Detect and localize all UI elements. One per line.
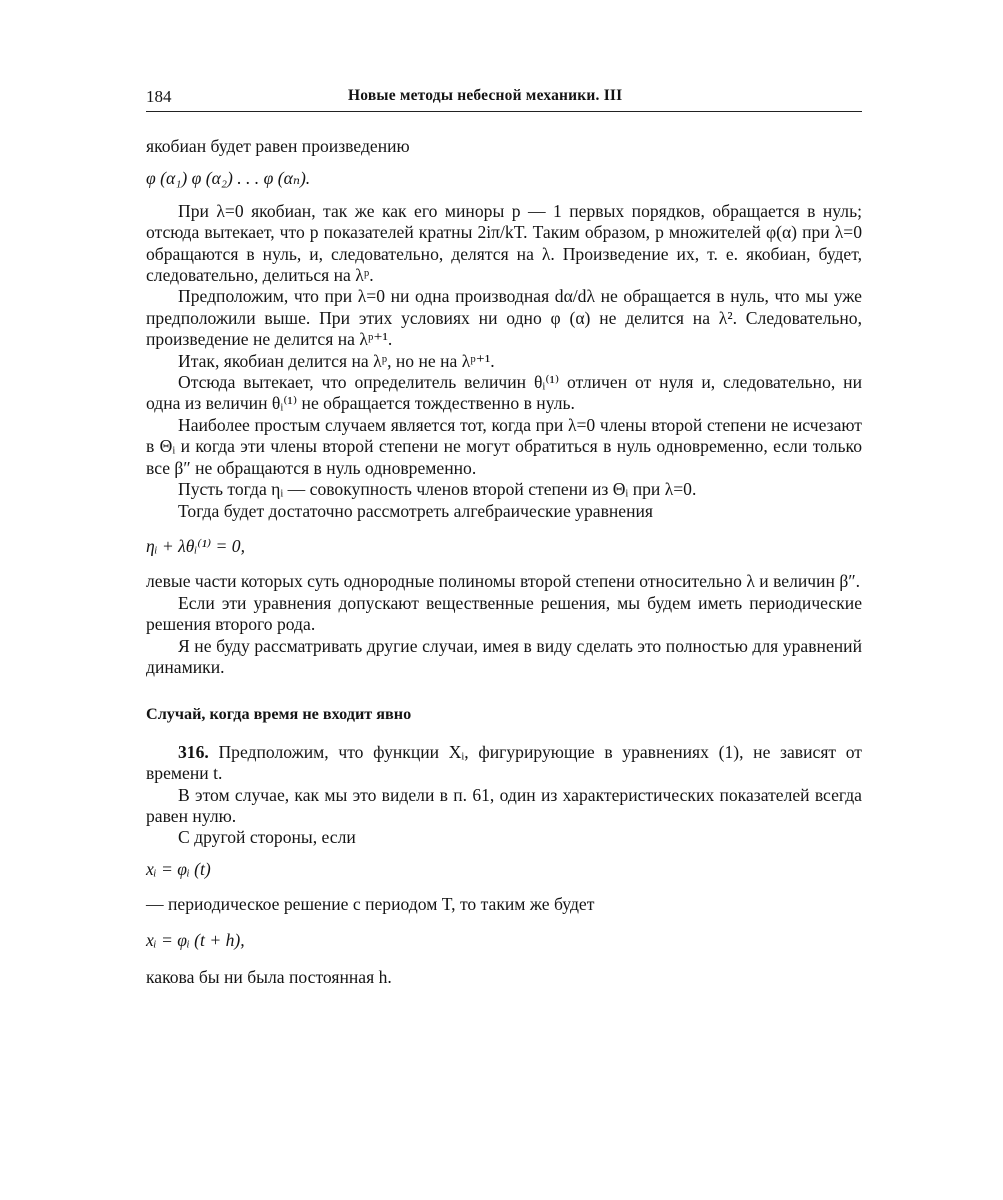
formula-solution: xᵢ = φᵢ (t) xyxy=(146,858,211,879)
section-number: 316. xyxy=(178,741,209,762)
paragraph: Отсюда вытекает, что определитель величин θᵢ⁽¹⁾ отличен от нуля и, следовательно, ни одна из величин θᵢ⁽¹⁾ не обращается тождественно в нуль. xyxy=(146,372,862,414)
paragraph: Я не буду рассматривать другие случаи, имея в виду сделать это полностью для уравнений динамики. xyxy=(146,635,862,677)
paragraph: какова бы ни была постоянная h. xyxy=(146,967,392,987)
paragraph-text: Предположим, что функции Xᵢ, фигурирующие в уравнениях (1), не зависят от времени t. xyxy=(146,741,862,784)
paragraph: Если эти уравнения допускают вещественные решения, мы будем иметь периодические решения второго рода. xyxy=(146,592,862,635)
header-rule xyxy=(146,111,862,112)
formula-equation: ηᵢ + λθᵢ⁽¹⁾ = 0, xyxy=(146,535,246,556)
page-number: 184 xyxy=(146,87,172,106)
paragraph: Итак, якобиан делится на λᵖ, но не на λᵖ⁺¹. xyxy=(178,350,495,371)
paragraph: — периодическое решение с периодом T, то таким же будет xyxy=(146,894,595,915)
running-title: Новые методы небесной механики. III xyxy=(348,87,623,104)
paragraph: Тогда будет достаточно рассмотреть алгебраические уравнения xyxy=(178,500,654,521)
paragraph: При λ=0 якобиан, так же как его миноры p — 1 первых порядков, обращается в нуль; отсюда вытекает, что p показателей кратны 2iπ/kT. Таким образом, p множителей φ(α) при λ=0 обращаются в нуль, и, следовательно, делятся на λ. Произведение их, т. е. якобиан, будет, следовательно, делиться на λᵖ. xyxy=(146,200,862,286)
paragraph: левые части которых суть однородные полиномы второй степени относительно λ и величин β″. xyxy=(146,571,861,592)
paragraph: Пусть тогда ηᵢ — совокупность членов второй степени из Θᵢ при λ=0. xyxy=(178,479,697,500)
paragraph: Предположим, что при λ=0 ни одна производная dα/dλ не обращается в нуль, что мы уже предположили выше. При этих условиях ни одно φ (α) не делится на λ². Следовательно, произведение не делится на λᵖ⁺¹. xyxy=(146,286,862,350)
section-heading: Случай, когда время не входит явно xyxy=(146,705,412,724)
paragraph: С другой стороны, если xyxy=(178,827,356,848)
formula-shifted-solution: xᵢ = φᵢ (t + h), xyxy=(146,929,245,950)
body-text xyxy=(146,136,862,988)
formula-product: φ (α₁) φ (α₂) . . . φ (αₙ). xyxy=(146,168,311,189)
paragraph-316 xyxy=(146,742,862,785)
paragraph: Наиболее простым случаем является тот, когда при λ=0 члены второй степени не исчезают в Θᵢ и когда эти члены второй степени не могут обратиться в нуль одновременно, если только все β″ не обращаются в нуль одновременно. xyxy=(146,414,862,478)
paragraph: якобиан будет равен произведению xyxy=(146,136,410,156)
paragraph: В этом случае, как мы это видели в п. 61, один из характеристических показателей всегда равен нулю. xyxy=(146,784,862,826)
